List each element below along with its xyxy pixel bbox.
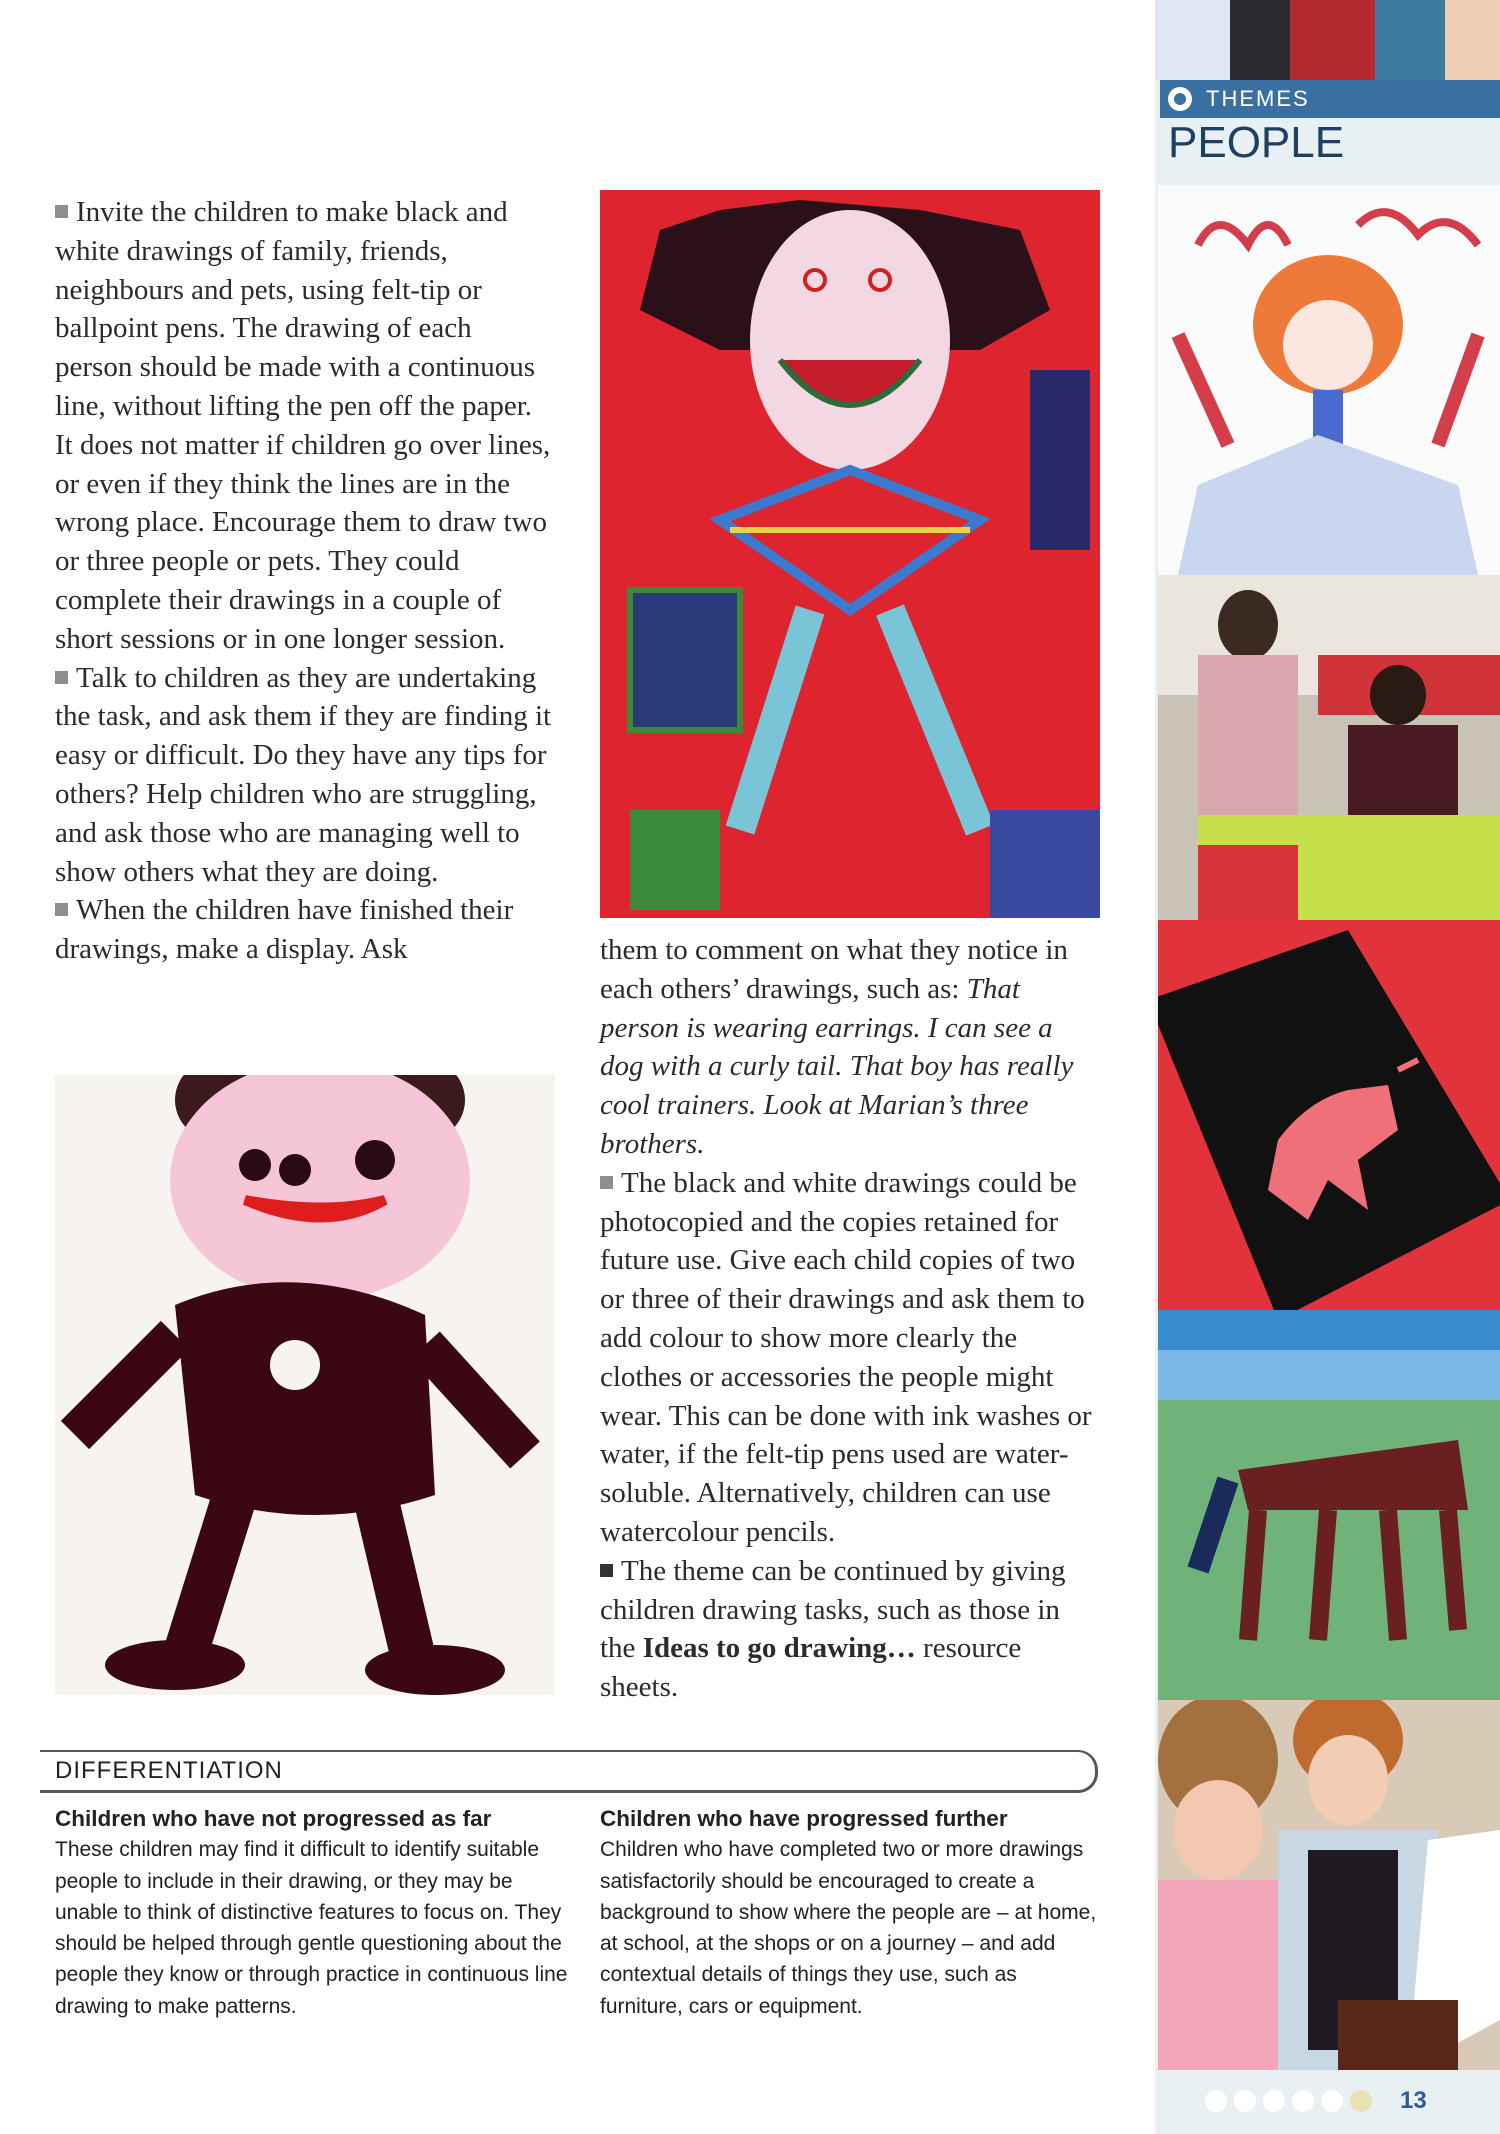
themes-header-bar: [1160, 80, 1500, 118]
dot-icon: [1205, 2090, 1227, 2112]
paragraph-1: Invite the children to make black and white drawings of family, friends, neighbours and pets, using felt-tip or ballpoint pens. The drawing of each person should be made with a continuous line, without lifting the pen off the paper. It does not matter if children go over lines, or even if they think the lines are in the wrong place. Encourage them to draw two or three people or pets. They could complete their drawings in a couple of short sessions or in one longer session.: [55, 196, 551, 655]
sidebar-classroom-photo: [1158, 575, 1500, 920]
differentiation-heading: DIFFERENTIATION: [55, 1757, 283, 1784]
sidebar-child-drawing: [1158, 185, 1500, 575]
bullet-icon: [55, 205, 68, 218]
paragraph-3: When the children have finished their drawings, make a display. Ask: [55, 894, 514, 966]
right-column: [600, 931, 1100, 1707]
paragraph-4: The black and white drawings could be photocopied and the copies retained for future use. Give each child copies of two or three of their drawings and ask them to add colour to show more clearly the clothes or accessories the people might wear. This can be done with ink washes or water, if the felt-tip pens used are water-soluble. Alternatively, children can use watercolour pencils.: [600, 1166, 1092, 1548]
dot-icon: [1350, 2090, 1372, 2112]
section-label: THEMES: [1206, 86, 1310, 111]
paragraph-5: The theme can be continued by giving children drawing tasks, such as those in the Ideas to go drawing… resource sheets.: [600, 1554, 1066, 1704]
dot-icon: [1292, 2090, 1314, 2112]
differentiation-left-text: These children may find it difficult to identify suitable people to include in their drawing, or they may be unable to think of distinctive features to focus on. They should be helped through gentle questioning about the people they know or through practice in continuous line drawing to make patterns.: [55, 1838, 568, 2018]
bullet-icon: [55, 903, 68, 916]
sidebar-painting-photo: [1158, 1310, 1500, 1700]
differentiation-right-title: Children who have progressed further: [600, 1806, 1008, 1831]
artwork-dark-painted-figure: [55, 1075, 555, 1695]
paragraph-3-continued: them to comment on what they notice in each others’ drawings, such as: That person is wearing earrings. I can see a dog with a curly tail. That boy has really cool trainers. Look at Marian’s three brothers.: [600, 934, 1074, 1160]
artwork-red-crayon-figure: [600, 190, 1100, 918]
bullet-icon: [55, 671, 68, 684]
paragraph-2: Talk to children as they are undertaking the task, and ask them if they are finding it easy or difficult. Do they have any tips for others? Help children who are struggling, and ask those who are managing well to show others what they are doing.: [55, 661, 552, 888]
logo-icon: [1168, 87, 1192, 111]
sidebar-cutout-photo: [1158, 920, 1500, 1310]
differentiation-header: [40, 1750, 1098, 1793]
differentiation-left-title: Children who have not progressed as far: [55, 1806, 492, 1831]
dot-icon: [1263, 2090, 1285, 2112]
bullet-icon: [600, 1564, 613, 1577]
sidebar-children-photo: [1158, 1700, 1500, 2070]
dot-icon: [1321, 2090, 1343, 2112]
differentiation-right: [600, 1803, 1100, 2022]
left-column: [55, 193, 555, 969]
top-photo-strip: [1155, 0, 1500, 80]
differentiation-left: [55, 1803, 575, 2022]
differentiation-right-text: Children who have completed two or more drawings satisfactorily should be encouraged to create a background to show where the people are – at home, at school, at the shops or on a journey – and add contextual details of things they use, such as furniture, cars or equipment.: [600, 1838, 1097, 2018]
bullet-icon: [600, 1176, 613, 1189]
dot-icon: [1234, 2090, 1256, 2112]
sidebar-title: PEOPLE: [1168, 118, 1345, 167]
page-number: 13: [1400, 2087, 1427, 2114]
progress-dots: [1205, 2090, 1379, 2117]
